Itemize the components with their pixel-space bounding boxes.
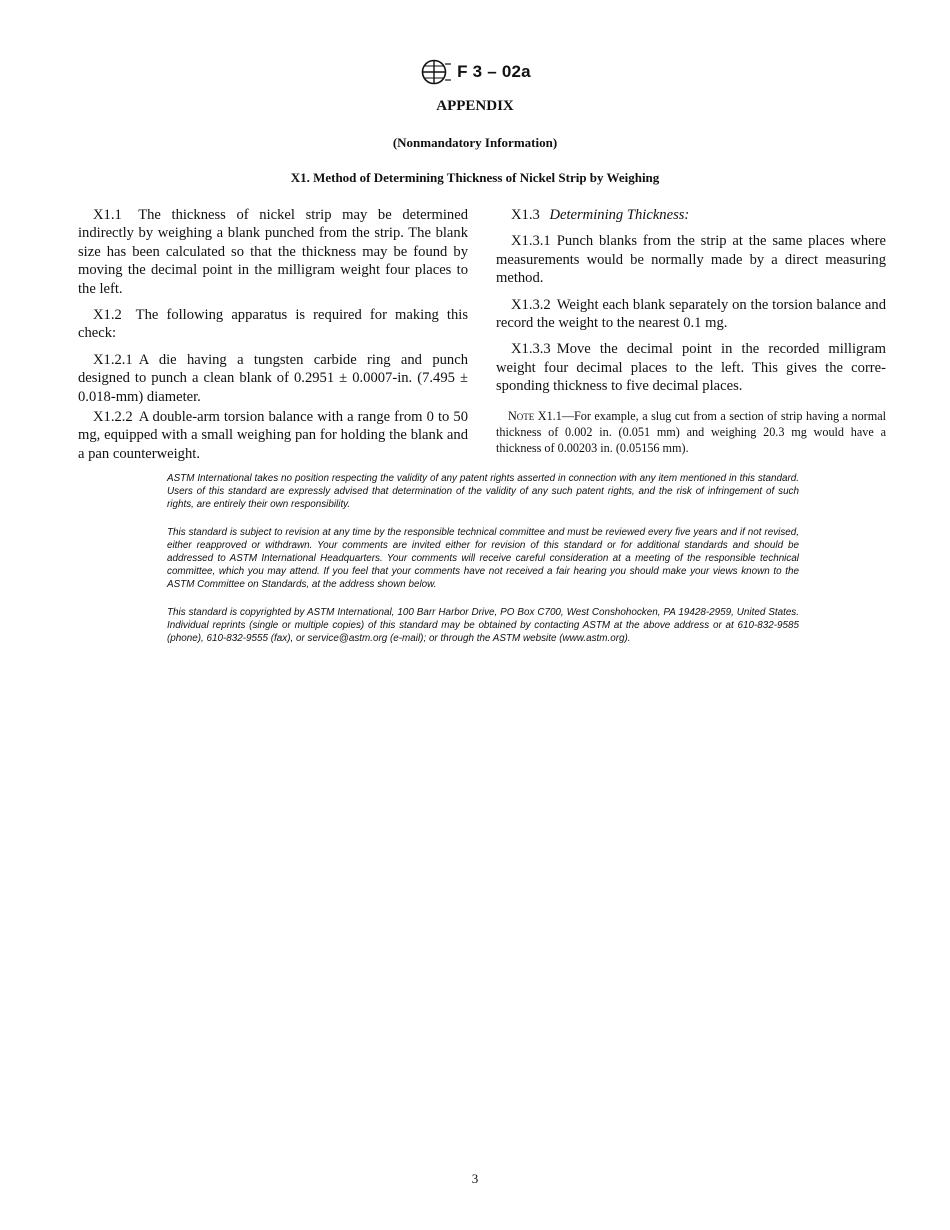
paragraph-x1-3-1 bbox=[496, 232, 886, 287]
paragraph-text: Weight each blank separately on the torsion balance and record the weight to the nearest 0.1 mg. bbox=[496, 296, 886, 332]
page-number: 3 bbox=[471, 1171, 479, 1186]
paragraph-number: X1.3 bbox=[511, 207, 540, 223]
paragraph-x1-2 bbox=[78, 306, 468, 343]
paragraph-text: A double-arm torsion balance with a range from 0 to 50 mg, equipped with a small weighing pan for holding the blank and a pan counterweight. bbox=[78, 409, 468, 462]
paragraph-x1-2-1 bbox=[78, 351, 468, 406]
note-label: Note bbox=[508, 408, 535, 423]
paragraph-number: X1.3.2 bbox=[511, 296, 551, 313]
page-header bbox=[0, 58, 950, 86]
note-number: X1.1 bbox=[537, 408, 562, 423]
paragraph-x1-3 bbox=[496, 206, 886, 224]
paragraph-text: The thickness of nickel strip may be determined indirectly by weighing a blank punched from the strip. The blank size has been calculated so that the thickness may be found by moving the decimal point in the milligram weight four places to the left. bbox=[78, 207, 468, 297]
note-x1-1 bbox=[496, 408, 886, 457]
revision-notice: This standard is subject to revision at any time by the responsible technical committee and must be reviewed every five years and if not revised, either reapproved or withdrawn. Your comments are invited either for revision of this standard or for additional standards and should be addressed to ASTM International Headquarters. Your comments will receive careful consideration at a meeting of the responsible technical committee, which you may attend. If you feel that your comments have not received a fair hearing you should make your views known to the ASTM Committee on Standards, at the address shown below. bbox=[167, 526, 799, 591]
paragraph-x1-3-3 bbox=[496, 340, 886, 395]
section-heading: X1. Method of Determining Thickness of Nickel Strip by Weighing bbox=[290, 170, 660, 185]
appendix-subtitle: (Nonmandatory Information) bbox=[392, 135, 558, 150]
copyright-notice: This standard is copyrighted by ASTM International, 100 Barr Harbor Drive, PO Box C700, West Conshohocken, PA 19428-2959, United States. Individual reprints (single or multiple copies) of this standard may be obtained by contacting ASTM at the above address or at 610-832-9585 (phone), 610-832-9555 (fax), or service@astm.org (e-mail); or through the ASTM website (www.astm.org). bbox=[167, 606, 799, 645]
appendix-title: APPENDIX bbox=[436, 98, 514, 114]
standard-designation: F 3 – 02a bbox=[457, 62, 531, 81]
legal-notices bbox=[167, 472, 799, 659]
note-text: —For example, a slug cut from a section of strip having a normal thickness of 0.002 in. (0.051 mm) and weighing 20.3 mg would have a thickness of 0.00203 in. (0.05156 mm). bbox=[496, 408, 886, 456]
paragraph-text: A die having a tungsten carbide ring and punch designed to punch a clean blank of 0.2951 ± 0.0007-in. (7.495 ± 0.018-mm) diameter. bbox=[78, 351, 468, 405]
paragraph-x1-3-2 bbox=[496, 296, 886, 333]
astm-logo-icon bbox=[419, 58, 453, 86]
paragraph-number: X1.2.2 bbox=[93, 409, 133, 426]
paragraph-text: Move the decimal point in the recorded milligram weight four decimal places to the left. This gives the corre-sponding thickness to five decimal places. bbox=[496, 341, 886, 395]
right-column bbox=[496, 206, 886, 457]
paragraph-x1-1 bbox=[78, 206, 468, 298]
paragraph-x1-2-2 bbox=[78, 408, 468, 463]
paragraph-number: X1.2 bbox=[93, 307, 122, 324]
paragraph-heading: Determining Thickness: bbox=[549, 207, 690, 223]
paragraph-number: X1.3.1 bbox=[511, 233, 551, 250]
patent-notice: ASTM International takes no position respecting the validity of any patent rights asserted in connection with any item mentioned in this standard. Users of this standard are expressly advised that determination of the validity of any such patent rights, and the risk of infringement of such rights, are entirely their own responsibility. bbox=[167, 473, 799, 511]
paragraph-number: X1.3.3 bbox=[511, 341, 551, 358]
paragraph-number: X1.2.1 bbox=[93, 351, 133, 368]
left-column bbox=[78, 206, 468, 471]
paragraph-text: Punch blanks from the strip at the same places where measurements would be normally made by a direct measuring method. bbox=[496, 233, 886, 287]
paragraph-text: The following apparatus is required for making this check: bbox=[78, 307, 469, 342]
paragraph-number: X1.1 bbox=[93, 207, 122, 223]
